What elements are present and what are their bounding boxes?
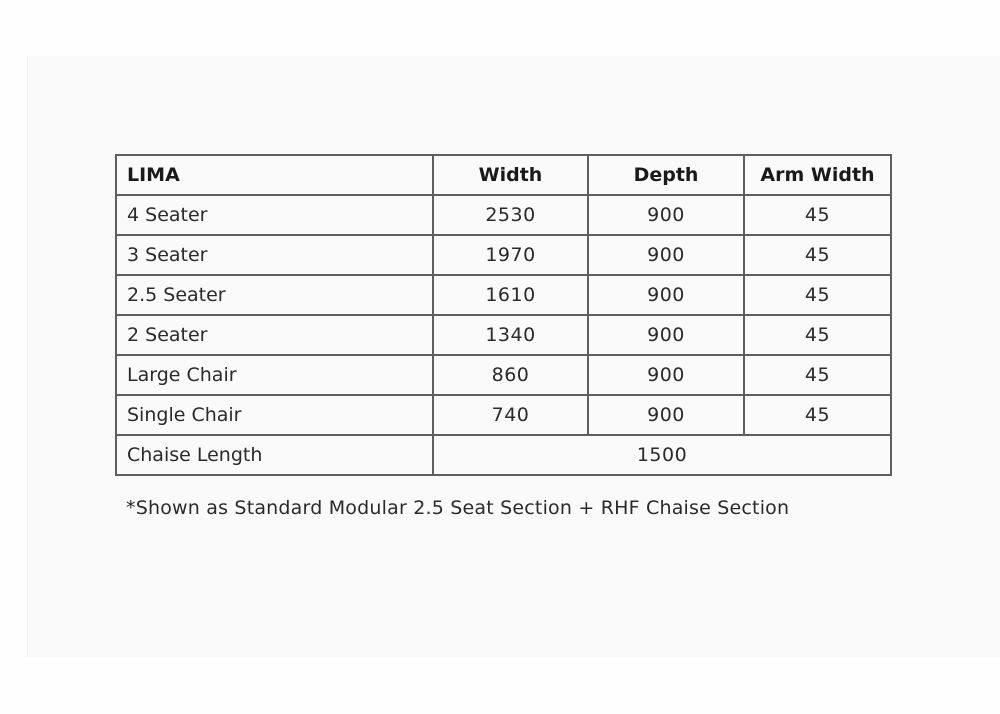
cell-depth: 900 (588, 235, 744, 275)
cell-width: 1610 (433, 275, 588, 315)
cell-arm-width: 45 (744, 315, 891, 355)
footnote: *Shown as Standard Modular 2.5 Seat Section + RHF Chaise Section (126, 497, 790, 519)
cell-depth: 900 (588, 195, 744, 235)
cell-depth: 900 (588, 355, 744, 395)
cell-depth: 900 (588, 275, 744, 315)
cell-width: 2530 (433, 195, 588, 235)
cell-width: 1340 (433, 315, 588, 355)
cell-arm-width: 45 (744, 235, 891, 275)
chaise-row (116, 435, 891, 475)
dimensions-table (115, 154, 892, 476)
header-depth: Depth (588, 155, 744, 195)
table-row (116, 355, 891, 395)
table-row (116, 395, 891, 435)
row-label: 4 Seater (116, 195, 433, 235)
row-label: Single Chair (116, 395, 433, 435)
header-arm-width: Arm Width (744, 155, 891, 195)
row-label: Large Chair (116, 355, 433, 395)
row-label: 2 Seater (116, 315, 433, 355)
cell-arm-width: 45 (744, 395, 891, 435)
table-row (116, 195, 891, 235)
cell-width: 740 (433, 395, 588, 435)
chaise-length-value: 1500 (433, 435, 891, 475)
cell-arm-width: 45 (744, 275, 891, 315)
table-row (116, 315, 891, 355)
cell-width: 1970 (433, 235, 588, 275)
table-row (116, 275, 891, 315)
cell-depth: 900 (588, 395, 744, 435)
cell-width: 860 (433, 355, 588, 395)
header-model: LIMA (116, 155, 433, 195)
header-width: Width (433, 155, 588, 195)
cell-depth: 900 (588, 315, 744, 355)
row-label: 3 Seater (116, 235, 433, 275)
table-header-row (116, 155, 891, 195)
row-label: 2.5 Seater (116, 275, 433, 315)
cell-arm-width: 45 (744, 195, 891, 235)
chaise-label: Chaise Length (116, 435, 433, 475)
cell-arm-width: 45 (744, 355, 891, 395)
table-row (116, 235, 891, 275)
